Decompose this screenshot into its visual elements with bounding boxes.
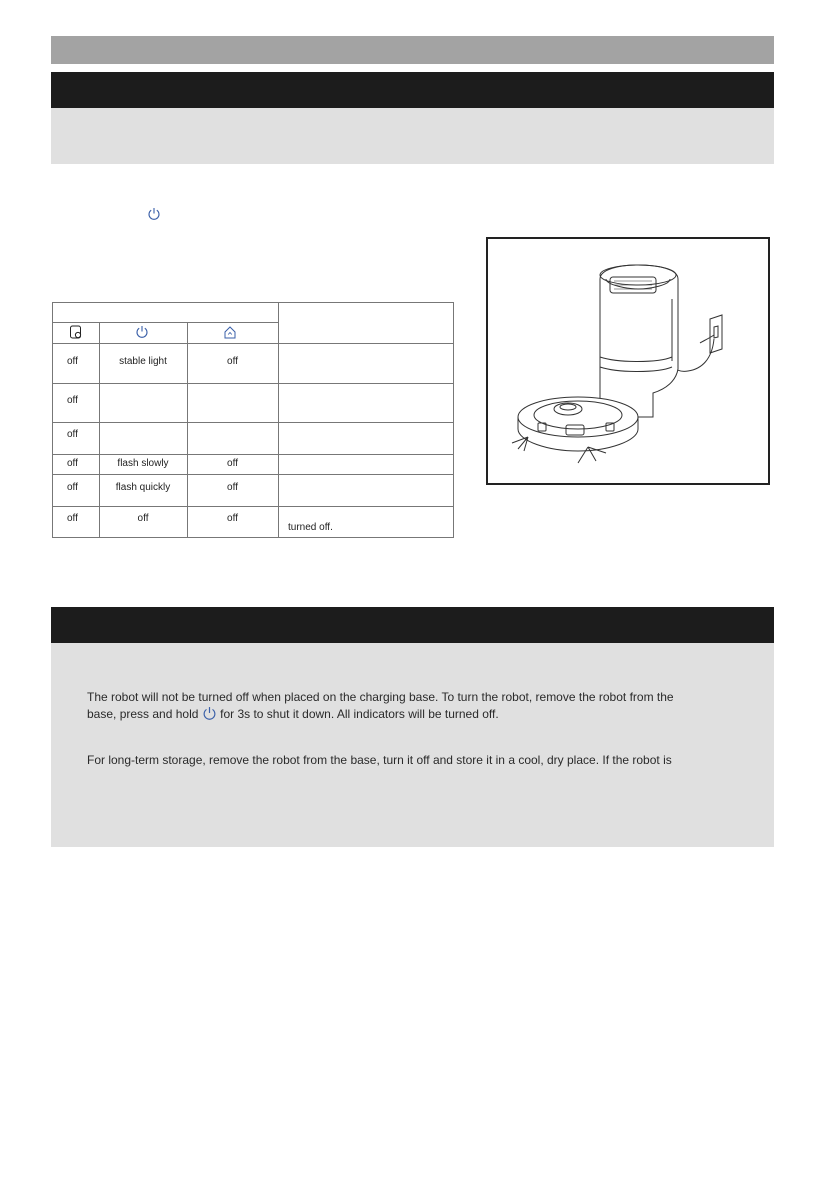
storage-paragraph: For long-term storage, remove the robot from the base, turn it off and store it in a cool, dry place. If the robot is [87, 753, 672, 767]
power-indicator-icon [135, 325, 149, 339]
shutdown-paragraph-line2 [87, 706, 499, 723]
table-cell: off [67, 395, 78, 406]
table-col-divider [278, 303, 279, 537]
table-cell: flash slowly [117, 458, 169, 469]
cleaning-indicator-icon [69, 325, 83, 339]
section-note-panel [51, 108, 774, 164]
table-row-divider [53, 383, 453, 384]
table-header-bottom [53, 343, 453, 344]
indicator-status-table [52, 302, 454, 538]
table-cell: off [137, 513, 149, 524]
robot-vacuum-on-self-emptying-base-icon [488, 239, 768, 483]
table-row-divider [53, 506, 453, 507]
shutdown-paragraph-line1: The robot will not be turned off when placed on the charging base. To turn the robot, remove the robot from the [87, 690, 674, 704]
table-cell: off [67, 482, 78, 493]
section-content-panel [51, 643, 774, 847]
table-header-divider [53, 322, 278, 323]
table-cell: off [67, 429, 78, 440]
table-cell: off [67, 458, 78, 469]
table-cell: off [67, 513, 78, 524]
power-icon [147, 207, 161, 221]
robot-on-base-figure [486, 237, 770, 485]
section-title-bar [51, 72, 774, 108]
home-indicator-icon [223, 325, 237, 339]
table-cell: off [227, 513, 238, 524]
top-header-bar [51, 36, 774, 64]
table-cell: turned off. [288, 522, 333, 533]
table-row-divider [53, 422, 453, 423]
table-cell: stable light [119, 356, 167, 367]
section-title-bar [51, 607, 774, 643]
table-cell: off [227, 458, 238, 469]
power-icon [202, 706, 217, 721]
table-row-divider [53, 474, 453, 475]
table-cell: off [227, 356, 238, 367]
table-cell: off [67, 356, 78, 367]
table-cell: flash quickly [115, 482, 171, 493]
shutdown-text-post: for 3s to shut it down. All indicators will be turned off. [220, 707, 499, 721]
shutdown-text-pre: base, press and hold [87, 707, 199, 721]
table-row-divider [53, 454, 453, 455]
table-cell: off [227, 482, 238, 493]
